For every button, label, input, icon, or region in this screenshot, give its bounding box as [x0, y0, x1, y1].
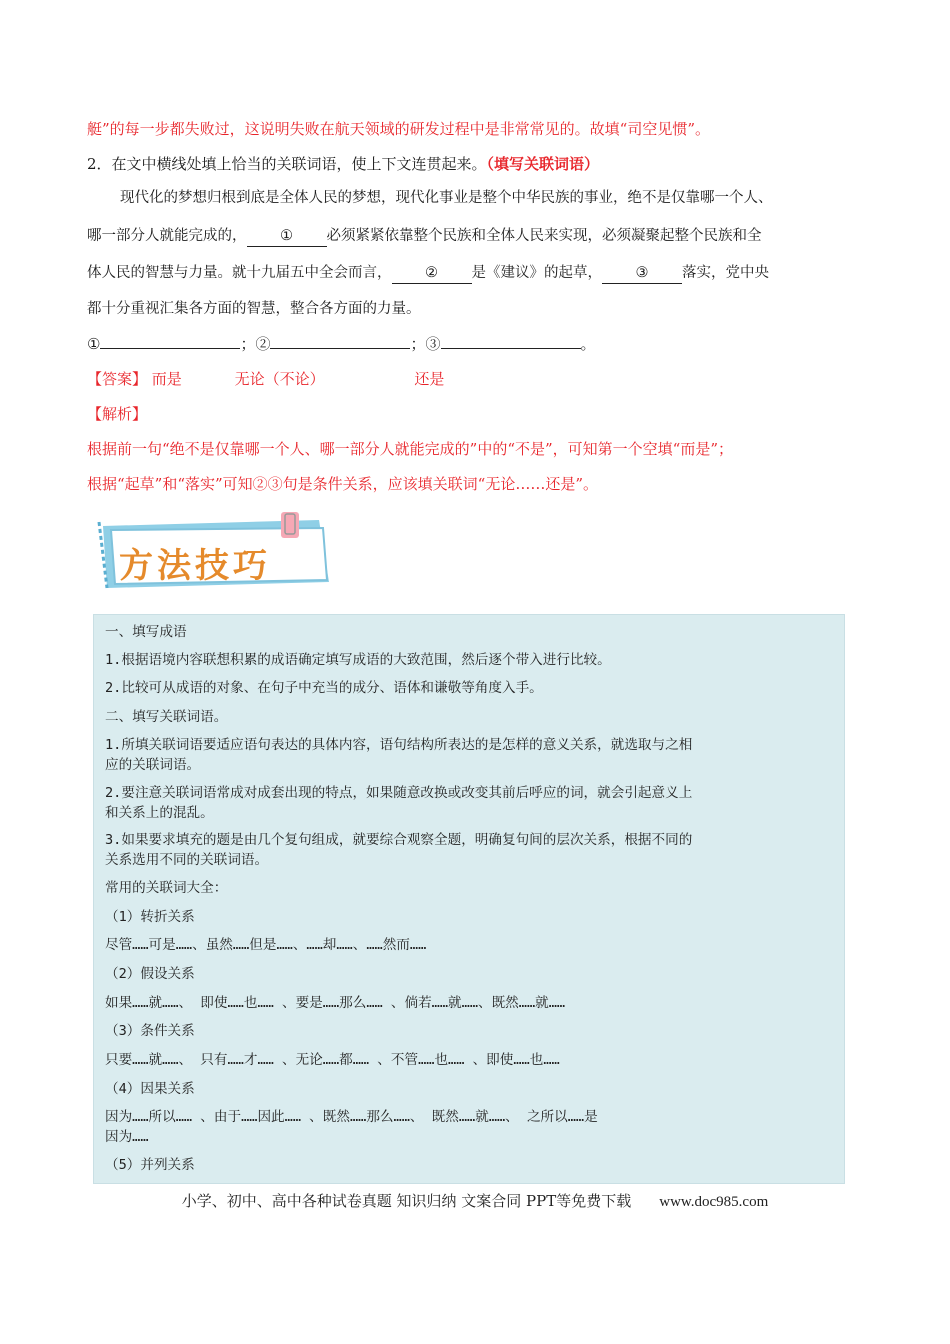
answer-separator: ；	[410, 335, 426, 353]
passage-text: 体人民的智慧与力量。就十九届五中全会而言，	[87, 265, 392, 281]
answer-field-2[interactable]	[270, 348, 410, 349]
method-line: 2.要注意关联词语常成对成套出现的特点，如果随意改换或改变其前后呼应的词，就会引起意义上	[105, 785, 693, 801]
method-line: 二、填写关联词语。	[105, 709, 228, 725]
passage-text: 落实，党中央	[682, 265, 769, 281]
method-tips-badge	[97, 512, 337, 594]
answer-marker-1: ①	[87, 335, 101, 353]
badge-title: 方法技巧	[119, 546, 271, 586]
method-line: 如果……就……、 即使……也…… 、要是……那么…… 、倘若……就……、既然……就……	[105, 995, 566, 1011]
answer-marker-3: ③	[425, 335, 441, 353]
question-tag: （填写关联词语）	[486, 155, 600, 173]
passage-text: 哪一部分人就能完成的，	[87, 228, 247, 244]
method-line: 3.如果要求填充的题是由几个复句组成，就要综合观察全题，明确复句间的层次关系，根据不同的	[105, 832, 693, 848]
answer-field-3[interactable]	[441, 348, 581, 349]
method-line: 2.比较可从成语的对象、在句子中充当的成分、语体和谦敬等角度入手。	[105, 680, 543, 696]
method-line: 应的关联词语。	[105, 757, 201, 773]
method-line: 因为……	[105, 1129, 149, 1145]
passage-line-1: 现代化的梦想归根到底是全体人民的梦想，现代化事业是整个中华民族的事业，绝不是仅靠哪一个人、	[120, 190, 773, 206]
answer-blanks-row	[87, 334, 596, 354]
passage-text: 必须紧紧依靠整个民族和全体人民来实现，必须凝聚起整个民族和全	[326, 228, 762, 244]
method-line: （5）并列关系	[105, 1157, 195, 1173]
answer-row	[87, 369, 444, 389]
blank-3[interactable]: ③	[602, 263, 682, 284]
question-2-stem	[87, 154, 599, 174]
page-footer	[0, 1190, 950, 1211]
footer-url[interactable]: www.doc985.com	[659, 1194, 769, 1210]
answer-marker-2: ②	[255, 335, 271, 353]
blank-2[interactable]: ②	[392, 263, 472, 284]
method-tips-box	[93, 614, 845, 1184]
passage-line-2	[87, 226, 762, 247]
blank-1[interactable]: ①	[247, 226, 327, 247]
answer-field-1[interactable]	[100, 348, 240, 349]
question-stem-text: 2．在文中横线处填上恰当的关联词语，使上下文连贯起来。	[87, 155, 487, 173]
answer-2: 无论（不论）	[234, 370, 325, 388]
method-line: （3）条件关系	[105, 1023, 195, 1039]
method-line: 一、填写成语	[105, 624, 187, 640]
method-line: 和关系上的混乱。	[105, 805, 214, 821]
answer-label: 【答案】	[87, 370, 148, 388]
analysis-line-2: 根据“起草”和“落实”可知②③句是条件关系，应该填关联词“无论……还是”。	[87, 475, 599, 493]
answer-separator: ；	[240, 335, 256, 353]
method-line: （4）因果关系	[105, 1081, 195, 1097]
method-line: （2）假设关系	[105, 966, 195, 982]
method-line: 1.根据语境内容联想积累的成语确定填写成语的大致范围，然后逐个带入进行比较。	[105, 652, 611, 668]
method-line: 常用的关联词大全：	[105, 880, 228, 896]
prev-explanation: 艇”的每一步都失败过，这说明失败在航天领域的研发过程中是非常常见的。故填“司空见惯”。	[87, 120, 711, 138]
method-line: 只要……就……、 只有……才…… 、无论……都…… 、不管……也…… 、即使……也……	[105, 1052, 560, 1068]
footer-text: 小学、初中、高中各种试卷真题 知识归纳 文案合同 PPT等免费下载	[181, 1192, 632, 1210]
method-line: 尽管……可是……、虽然……但是……、……却……、……然而……	[105, 937, 427, 953]
method-line: 关系选用不同的关联词语。	[105, 852, 269, 868]
answer-end: 。	[580, 335, 596, 353]
analysis-line-1: 根据前一句“绝不是仅靠哪一个人、哪一部分人就能完成的”中的“不是”，可知第一个空填“而是”；	[87, 440, 734, 458]
answer-1: 而是	[151, 370, 182, 388]
method-line: 1.所填关联词语要适应语句表达的具体内容，语句结构所表达的是怎样的意义关系，就选取与之相	[105, 737, 693, 753]
analysis-label: 【解析】	[87, 405, 148, 423]
passage-line-4: 都十分重视汇集各方面的智慧，整合各方面的力量。	[87, 301, 421, 317]
answer-3: 还是	[414, 370, 445, 388]
passage-line-3	[87, 263, 769, 284]
method-line: 因为……所以…… 、由于……因此…… 、既然……那么……、 既然……就……、 之所以……是	[105, 1109, 598, 1125]
passage-text: 是《建议》的起草，	[471, 265, 602, 281]
method-line: （1）转折关系	[105, 909, 195, 925]
